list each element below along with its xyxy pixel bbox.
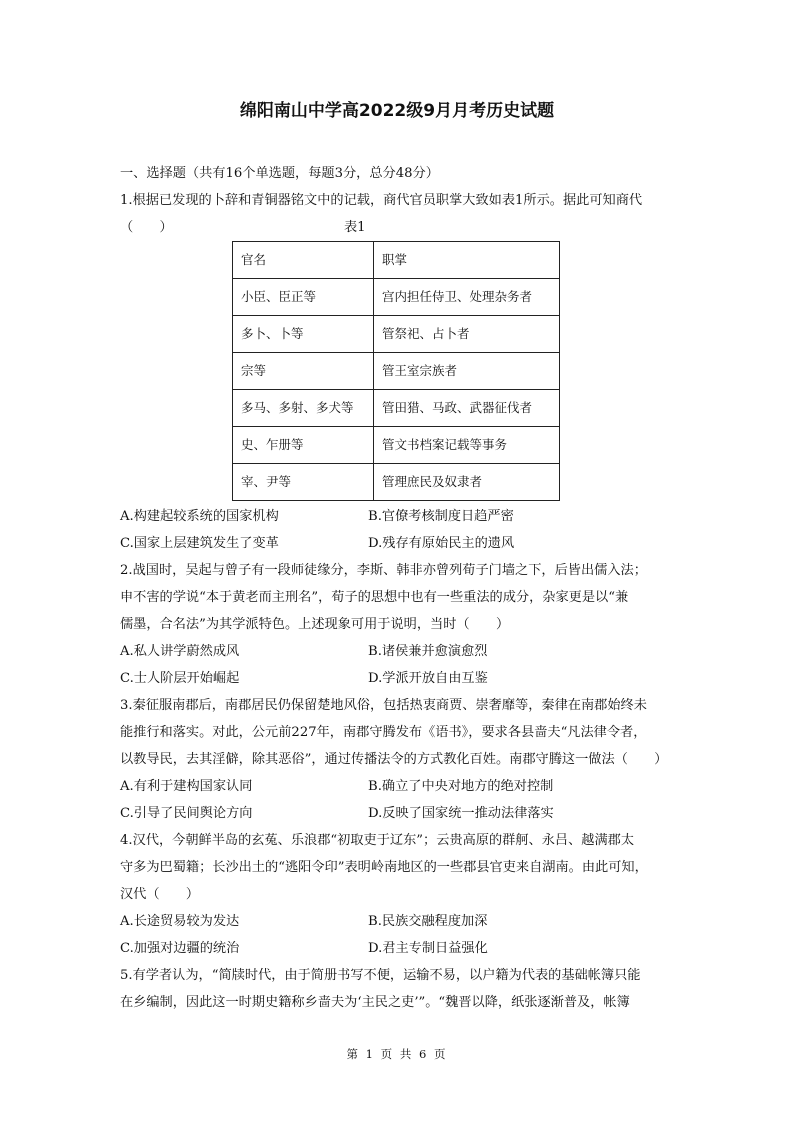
- question-2-line: 申不害的学说“本于黄老而主刑名”，荀子的思想中也有一些重法的成分，杂家更是以“兼: [120, 590, 629, 605]
- question-5-line: 5.有学者认为，“简牍时代，由于简册书写不便，运输不易，以户籍为代表的基础帐簿只能: [120, 968, 641, 983]
- officials-table: [232, 241, 560, 501]
- table-header-cell: 职掌: [374, 242, 560, 279]
- option-b: B.官僚考核制度日趋严密: [368, 509, 514, 524]
- option-a: A.构建起较系统的国家机构: [120, 509, 279, 524]
- table-row: [233, 427, 560, 464]
- question-3-line: 3.秦征服南郡后，南郡居民仍保留楚地风俗，包括热衷商贾、崇奢靡等，秦律在南郡始终未: [120, 698, 647, 713]
- table-row: [233, 316, 560, 353]
- options-row: [120, 908, 676, 935]
- question-2-line: 儒墨，合名法”为其学派特色。上述现象可用于说明，当时（ ）: [120, 617, 510, 632]
- table-cell: 多马、多射、多犬等: [233, 390, 374, 427]
- option-c: C.士人阶层开始崛起: [120, 671, 240, 686]
- section-heading: 一、选择题（共有16个单选题，每题3分，总分48分）: [120, 166, 439, 181]
- options-row: [120, 503, 676, 530]
- option-a: A.私人讲学蔚然成风: [120, 644, 240, 659]
- table-cell: 管王室宗族者: [374, 353, 560, 390]
- options-row: [120, 638, 676, 665]
- exam-content: [120, 160, 676, 1016]
- table-cell: 管田猎、马政、武器征伐者: [374, 390, 560, 427]
- page-title: 绵阳南山中学高2022级9月月考历史试题: [239, 101, 555, 121]
- option-a: A.有利于建构国家认同: [120, 779, 253, 794]
- page-footer: 第 1 页 共 6 页: [346, 1047, 448, 1061]
- table-cell: 管文书档案记载等事务: [374, 427, 560, 464]
- question-5-line: 在乡编制，因此这一时期史籍称乡啬夫为‘主民之吏’”。“魏晋以降，纸张逐渐普及，帐簿: [120, 995, 630, 1010]
- option-b: B.确立了中央对地方的绝对控制: [368, 779, 554, 794]
- question-3-line: 以教导民，去其淫僻，除其恶俗”，通过传播法令的方式教化百姓。南郡守腾这一做法（ ）: [120, 752, 668, 767]
- options-row: [120, 800, 676, 827]
- option-a: A.长途贸易较为发达: [120, 914, 240, 929]
- question-2-line: 2.战国时，吴起与曾子有一段师徒缘分，李斯、韩非亦曾列荀子门墙之下，后皆出儒入法；: [120, 563, 647, 578]
- option-c: C.加强对边疆的统治: [120, 941, 240, 956]
- table-cell: 管理庶民及奴隶者: [374, 464, 560, 501]
- table-row: [233, 390, 560, 427]
- table-cell: 史、乍册等: [233, 427, 374, 464]
- question-4-line: 守多为巴蜀籍；长沙出土的“逃阳令印”表明岭南地区的一些郡县官吏来自湖南。由此可知，: [120, 860, 648, 875]
- table-cell: 宫内担任侍卫、处理杂务者: [374, 279, 560, 316]
- option-d: D.残存有原始民主的遗风: [368, 536, 515, 551]
- option-d: D.学派开放自由互鉴: [368, 671, 488, 686]
- table-caption: 表1: [344, 220, 366, 235]
- table-cell: 多卜、卜等: [233, 316, 374, 353]
- question-4-line: 4.汉代，今朝鲜半岛的玄菟、乐浪郡“初取吏于辽东”；云贵高原的群舸、永吕、越满郡太: [120, 833, 634, 848]
- table-cell: 小臣、臣正等: [233, 279, 374, 316]
- answer-bracket: （ ）: [120, 220, 173, 235]
- option-c: C.引导了民间舆论方向: [120, 806, 253, 821]
- table-cell: 宗等: [233, 353, 374, 390]
- table-cell: 管祭祀、占卜者: [374, 316, 560, 353]
- options-row: [120, 935, 676, 962]
- option-b: B.诸侯兼并愈演愈烈: [368, 644, 488, 659]
- table-header-cell: 官名: [233, 242, 374, 279]
- question-1-stem: 1.根据已发现的卜辞和青铜器铭文中的记载，商代官员职掌大致如表1所示。据此可知商代: [120, 193, 643, 208]
- option-c: C.国家上层建筑发生了变革: [120, 536, 279, 551]
- option-b: B.民族交融程度加深: [368, 914, 488, 929]
- table-row: [233, 279, 560, 316]
- options-row: [120, 530, 676, 557]
- options-row: [120, 665, 676, 692]
- table-row: [233, 464, 560, 501]
- option-d: D.反映了国家统一推动法律落实: [368, 806, 554, 821]
- option-d: D.君主专制日益强化: [368, 941, 488, 956]
- question-1-caption-line: [120, 214, 676, 241]
- table-row: [233, 353, 560, 390]
- table-cell: 宰、尹等: [233, 464, 374, 501]
- options-row: [120, 773, 676, 800]
- table-header-row: [233, 242, 560, 279]
- question-4-line: 汉代（ ）: [120, 887, 200, 902]
- question-3-line: 能推行和落实。对此，公元前227年，南郡守腾发布《语书》，要求各县啬夫“凡法律令者，: [120, 725, 647, 740]
